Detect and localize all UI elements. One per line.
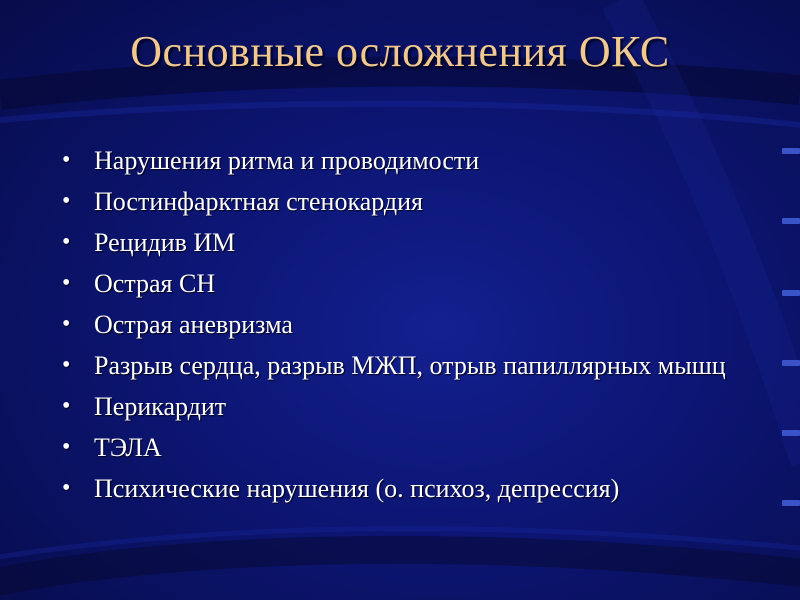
slide-title: Основные осложнения ОКС [130, 27, 670, 76]
bullet-item [62, 227, 752, 258]
bullet-icon: • [62, 229, 71, 255]
bullet-text: Перикардит [94, 392, 227, 421]
bullet-text: Психические нарушения (о. психоз, депрессия) [94, 474, 620, 503]
bullet-icon: • [62, 475, 71, 501]
bullet-item [62, 473, 752, 504]
decorative-dash [782, 148, 800, 154]
bullet-text: Острая аневризма [94, 310, 293, 339]
bullet-text: Рецидив ИМ [94, 228, 236, 257]
bullet-icon: • [62, 147, 71, 173]
decorative-dash [782, 430, 800, 436]
bullet-item [62, 309, 752, 340]
bullet-icon: • [62, 434, 71, 460]
bullet-text: Разрыв сердца, разрыв МЖП, отрыв папиллярных мышц [94, 351, 726, 380]
decorative-dash [782, 500, 800, 506]
bullet-item [62, 350, 752, 381]
decorative-dash [782, 290, 800, 296]
bullet-icon: • [62, 188, 71, 214]
bullet-item [62, 145, 752, 176]
bullet-text: ТЭЛА [94, 433, 162, 462]
bullet-list [62, 145, 752, 514]
bullet-icon: • [62, 270, 71, 296]
bullet-text: Нарушения ритма и проводимости [94, 146, 480, 175]
bullet-item [62, 268, 752, 299]
decorative-dash [782, 360, 800, 366]
bullet-item [62, 391, 752, 422]
bullet-icon: • [62, 393, 71, 419]
bullet-icon: • [62, 352, 71, 378]
bullet-item [62, 432, 752, 463]
bullet-icon: • [62, 311, 71, 337]
decorative-dash [782, 218, 800, 224]
bullet-text: Острая СН [94, 269, 216, 298]
bullet-item [62, 186, 752, 217]
bullet-text: Постинфарктная стенокардия [94, 187, 423, 216]
